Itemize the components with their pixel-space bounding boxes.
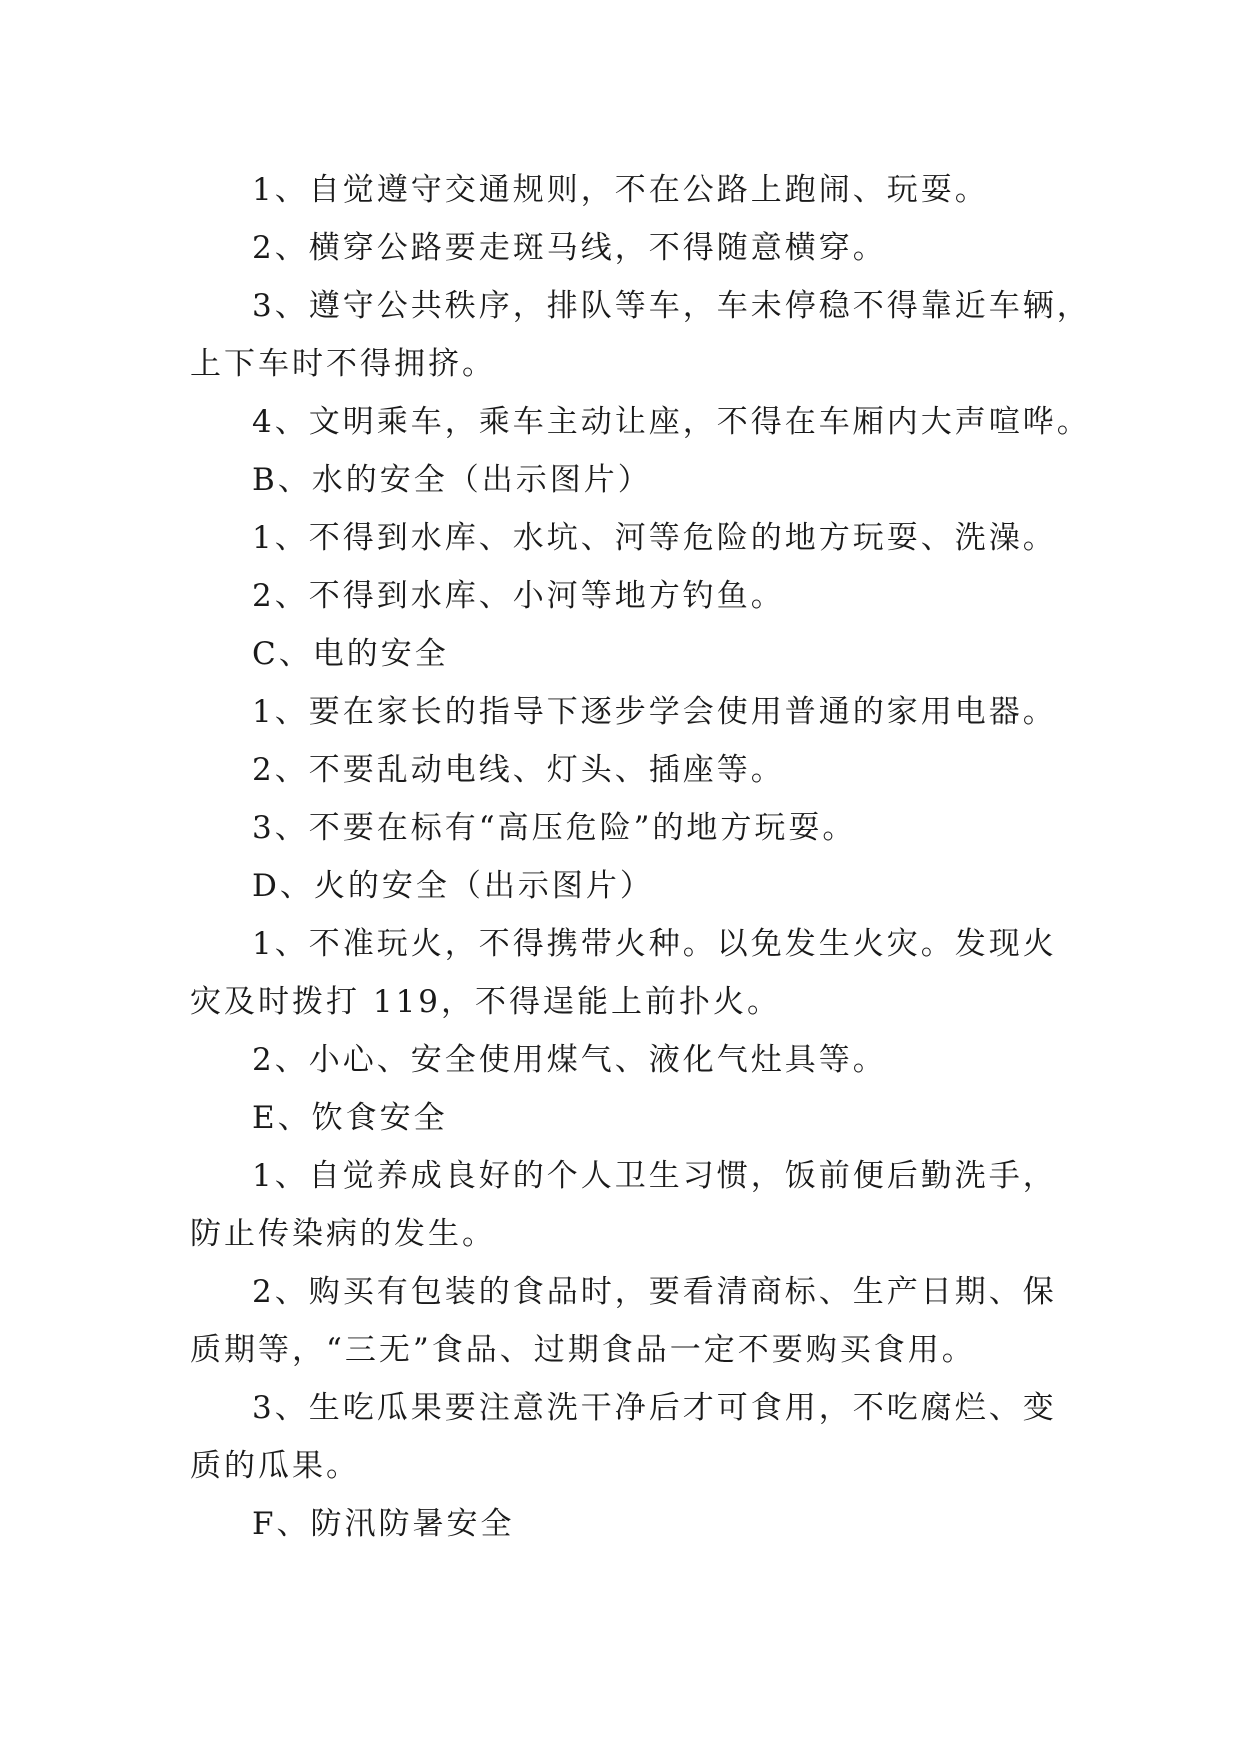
rule-food-1: 1、自觉养成良好的个人卫生习惯，饭前便后勤洗手， xyxy=(252,1158,1057,1194)
rule-traffic-1: 1、自觉遵守交通规则，不在公路上跑闹、玩耍。 xyxy=(252,172,989,208)
section-heading-fire: D、火的安全（出示图片） xyxy=(252,868,654,904)
rule-electricity-2: 2、不要乱动电线、灯头、插座等。 xyxy=(252,752,785,788)
rule-food-1-continued: 防止传染病的发生。 xyxy=(190,1216,496,1252)
rule-food-3: 3、生吃瓜果要注意洗干净后才可食用，不吃腐烂、变 xyxy=(252,1390,1057,1426)
document-body xyxy=(190,161,1091,1553)
section-heading-flood-heat: F、防汛防暑安全 xyxy=(252,1506,515,1542)
rule-traffic-3-continued: 上下车时不得拥挤。 xyxy=(190,346,496,382)
section-heading-food: E、饮食安全 xyxy=(252,1100,448,1136)
rule-fire-1: 1、不准玩火，不得携带火种。以免发生火灾。发现火 xyxy=(252,926,1057,962)
section-heading-electricity: C、电的安全 xyxy=(252,636,449,672)
rule-traffic-3: 3、遵守公共秩序，排队等车，车未停稳不得靠近车辆， xyxy=(252,288,1091,324)
rule-electricity-1: 1、要在家长的指导下逐步学会使用普通的家用电器。 xyxy=(252,694,1057,730)
rule-traffic-4: 4、文明乘车，乘车主动让座，不得在车厢内大声喧哗。 xyxy=(252,404,1091,440)
rule-fire-1-continued: 灾及时拨打 119，不得逞能上前扑火。 xyxy=(190,984,782,1020)
rule-water-1: 1、不得到水库、水坑、河等危险的地方玩耍、洗澡。 xyxy=(252,520,1057,556)
rule-electricity-3: 3、不要在标有“高压危险”的地方玩耍。 xyxy=(252,810,857,846)
rule-food-2: 2、购买有包装的食品时，要看清商标、生产日期、保 xyxy=(252,1274,1057,1310)
rule-fire-2: 2、小心、安全使用煤气、液化气灶具等。 xyxy=(252,1042,887,1078)
rule-traffic-2: 2、横穿公路要走斑马线，不得随意横穿。 xyxy=(252,230,887,266)
rule-food-2-continued: 质期等，“三无”食品、过期食品一定不要购买食用。 xyxy=(190,1332,976,1368)
rule-water-2: 2、不得到水库、小河等地方钓鱼。 xyxy=(252,578,785,614)
section-heading-water: B、水的安全（出示图片） xyxy=(252,462,652,498)
rule-food-3-continued: 质的瓜果。 xyxy=(190,1448,360,1484)
